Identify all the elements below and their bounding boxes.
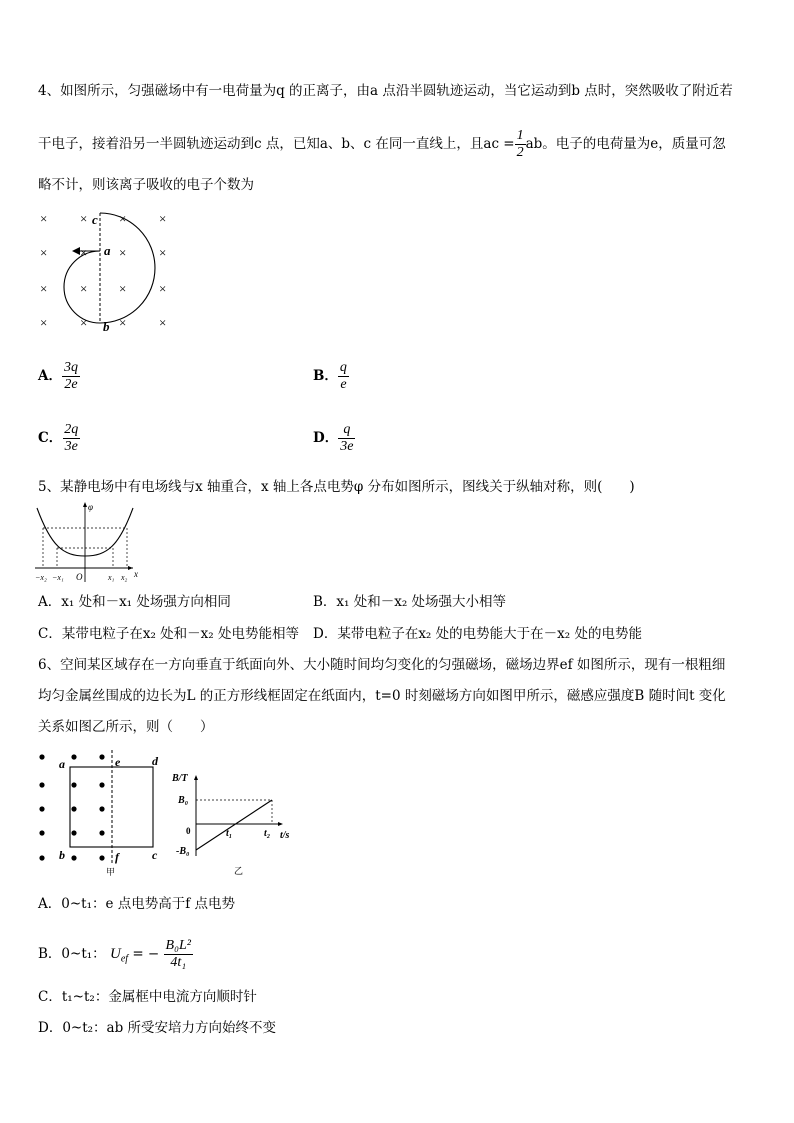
q6-option-b-prefix: B．0~t₁： [38,946,106,962]
q4-line2-start: 干电子，接着沿另一半圆轨迹运动到c 点，已知a、b、c 在同一直线上，且ac = [38,136,515,152]
option-fraction [62,422,80,455]
q5-x-arrow-icon [128,566,133,570]
q4-option-b[interactable] [313,360,349,393]
dot-mark [39,782,44,787]
q5-tick-neg-x1: −x₁ [52,573,64,582]
label-d: d [152,754,158,768]
q6-zero-label: 0 [186,826,191,836]
q6-y-arrow-icon [194,775,198,780]
q6-option-b-eq: = − [132,946,160,962]
frac-den: e [340,377,347,392]
q4-arrow-head-icon [72,247,80,255]
q4-option-c[interactable] [38,422,80,455]
q6-figure-jia [30,745,170,880]
q5-option-b[interactable]: B．x₁ 处和－x₂ 处场强大小相等 [313,594,507,610]
label-a: a [59,757,65,771]
cross-mark: × [40,281,48,296]
q6-b-line [196,800,272,850]
q5-tick-x1: x₁ [108,573,115,582]
dot-mark [39,830,44,835]
q5-option-d[interactable]: D．某带电粒子在x₂ 处的电势能大于在－x₂ 处的电势能 [313,626,642,642]
cross-mark: × [159,281,167,296]
option-fraction [338,422,355,455]
q6-option-b-sub: ef [120,953,129,965]
dot-mark [39,754,44,759]
q6-b0-label: B₀ [178,795,189,806]
q6-neg-b0-label: -B₀ [176,846,190,857]
q5-y-label: φ [88,502,93,512]
q4-line2 [38,128,726,161]
option-letter: D． [313,430,339,446]
q6-caption-jia: 甲 [106,867,116,877]
dot-mark [39,806,44,811]
cross-mark: × [119,315,127,330]
label-c: c [152,848,158,862]
q6-t1-label: t₁ [226,828,233,839]
label-a: a [104,243,111,258]
cross-mark: × [159,245,167,260]
q5-potential-graph [33,498,143,584]
label-e: e [115,755,121,769]
frac-den: 4t₁ [170,955,187,970]
q6-option-b-fraction [164,938,193,971]
q5-line1: 5、某静电场中有电场线与x 轴重合，x 轴上各点电势φ 分布如图所示，图线关于纵轴对称，则( ) [38,479,635,495]
dot-mark [71,754,76,759]
option-fraction [62,360,80,393]
q5-option-c[interactable]: C．某带电粒子在x₂ 处和－x₂ 处电势能相等 [38,626,299,642]
q4-option-d[interactable] [313,422,355,455]
dot-mark [99,754,104,759]
cross-mark: × [80,245,88,260]
cross-mark: × [159,211,167,226]
q6-option-a[interactable]: A．0~t₁：e 点电势高于f 点电势 [38,896,236,912]
cross-mark: × [119,281,127,296]
q6-x-label: t/s [280,830,290,841]
q4-frac-num: 1 [516,128,524,143]
cross-mark: × [119,211,127,226]
q5-y-arrow-icon [83,502,87,507]
frac-num: q [339,360,347,375]
q6-line1: 6、空间某区域存在一方向垂直于纸面向外、大小随时间均匀变化的匀强磁场，磁场边界ef 如图所示，现有一根粗细 [38,657,726,673]
dot-mark [99,806,104,811]
q4-line1: 4、如图所示，匀强磁场中有一电荷量为q 的正离子，由a 点沿半圆轨迹运动，当它运动到b 点时，突然吸收了附近若 [38,83,733,99]
q6-option-b[interactable] [38,938,193,971]
dot-mark [71,855,76,860]
frac-den: 3e [340,439,354,454]
cross-mark: × [80,211,88,226]
frac-den: 2e [64,377,78,392]
q4-large-semicircle [100,213,155,323]
option-letter: C． [38,430,63,446]
option-letter: B． [313,368,338,384]
frac-num: 3q [63,360,78,375]
q4-line2-end: ab。电子的电荷量为e，质量可忽 [525,136,726,152]
q6-t2-label: t₂ [264,828,271,839]
q4-frac-den: 2 [516,145,524,160]
label-b: b [103,319,110,334]
dot-mark [99,855,104,860]
label-b: b [59,848,65,862]
q6-figure-yi [168,768,308,880]
option-fraction [338,360,349,393]
q4-magnetic-field-figure [30,205,190,335]
label-c: c [92,212,98,227]
dot-mark [99,830,104,835]
q6-x-arrow-icon [278,822,283,826]
q5-tick-x2: x₂ [121,573,128,582]
cross-mark: × [159,315,167,330]
dot-mark [71,830,76,835]
q4-cross-marks [40,211,166,330]
frac-num: 2q [64,422,79,437]
cross-mark: × [80,281,88,296]
q4-option-a[interactable] [38,360,80,393]
dot-mark [71,782,76,787]
frac-num: B₀L² [165,938,191,953]
dot-mark [71,806,76,811]
label-f: f [115,850,119,864]
q6-line3: 关系如图乙所示，则（ ） [38,719,214,735]
q6-y-label: B/T [172,773,188,784]
cross-mark: × [80,315,88,330]
q5-option-a[interactable]: A．x₁ 处和－x₁ 处场强方向相同 [38,594,231,610]
q5-origin-label: O [76,572,83,582]
frac-num: q [343,422,351,437]
q6-option-c[interactable]: C．t₁~t₂：金属框中电流方向顺时针 [38,989,257,1005]
frac-den: 3e [64,439,78,454]
q4-fraction [515,128,526,161]
dot-mark [99,782,104,787]
q6-dots [39,754,104,860]
q6-option-b-u: U [109,946,121,962]
cross-mark: × [40,245,48,260]
q6-line2: 均匀金属丝围成的边长为L 的正方形线框固定在纸面内，t=0 时刻磁场方向如图甲所示，磁感应强度B 随时间t 变化 [38,688,726,704]
cross-mark: × [40,211,48,226]
q6-caption-yi: 乙 [234,866,244,876]
dot-mark [39,855,44,860]
q5-tick-neg-x2: −x₂ [35,573,47,582]
cross-mark: × [40,315,48,330]
q4-line3: 略不计，则该离子吸收的电子个数为 [38,177,254,193]
option-letter: A． [38,368,62,384]
q6-option-d[interactable]: D．0~t₂：ab 所受安培力方向始终不变 [38,1020,277,1036]
q5-x-label: x [134,569,138,579]
cross-mark: × [119,245,127,260]
